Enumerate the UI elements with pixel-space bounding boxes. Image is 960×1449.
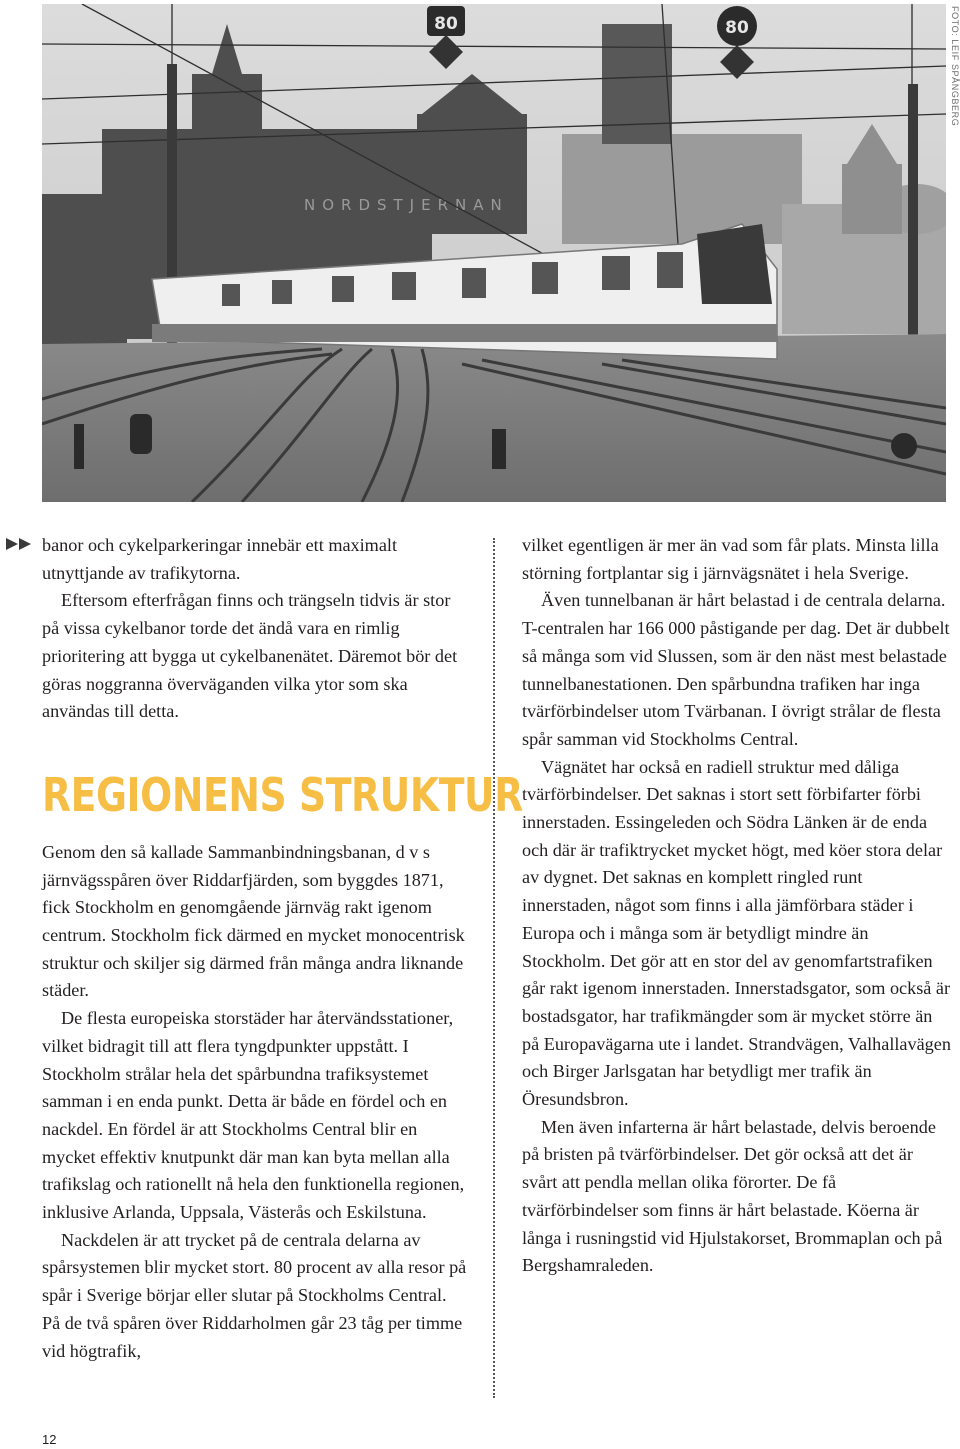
svg-text:80: 80	[725, 18, 749, 38]
section-heading: REGIONENS STRUKTUR	[42, 767, 523, 822]
right-paragraph-4: Men även infarterna är hårt belastade, delvis beroende på bristen på tvärförbindelser. Det gör också att det är svårt att pendla mellan olika förorter. De få tvärförbindelser som finns är hårt belastade. Köerna är långa i rusningstid vid Hjulstakorset, Brommaplan och på Bergshamraleden.	[522, 1116, 943, 1276]
left-paragraph-1: banor och cykelparkeringar innebär ett maximalt utnyttjande av trafikytorna.	[42, 535, 398, 583]
building-sign: NORDSTJERNAN	[304, 196, 509, 214]
train-photo	[42, 4, 946, 502]
left-paragraph-5: Nackdelen är att trycket på de centrala delarna av spårsystemen blir mycket stort. 80 procent av alla resor på spår i Sverige börjar eller slutar på Stockholms Central. På de två spåren över Riddarholmen går 23 tåg per timme vid högtrafik,	[42, 1229, 467, 1361]
right-column	[522, 532, 952, 1280]
page-number: 12	[42, 1432, 57, 1447]
right-paragraph-2: Även tunnelbanan är hårt belastad i de centrala delarna. T-centralen har 166 000 påstigande per dag. Det är dubbelt så många som vid Slussen, som är den näst mest belastade tunnelbanestationen. Den spårbundna trafiken har inga tvärförbindelser utom Tvärbanan. I övrigt strålar de flesta spår samman vid Stockholms Central.	[522, 590, 950, 749]
svg-text:80: 80	[434, 14, 458, 34]
left-paragraph-2: Eftersom efterfrågan finns och trängseln tidvis är stor på vissa cykelbanor torde det ändå vara en rimlig prioritering att bygga ut cykelbanenätet. Däremot bör det göras noggranna överväganden vilka ytor som ska användas till detta.	[42, 590, 458, 722]
column-divider	[493, 538, 495, 1398]
right-paragraph-1: vilket egentligen är mer än vad som får plats. Minsta lilla störning fortplantar sig i järnvägsnätet i hela Sverige.	[522, 535, 939, 583]
right-paragraph-3: Vägnätet har också en radiell struktur med dåliga tvärförbindelser. Det saknas i stort sett förbifarter förbi innerstaden. Essingeleden och Södra Länken är de enda och där är trafiktrycket mycket högt, med köer stora delar av dygnet. Det saknas en komplett ringled runt innerstaden, något som finns i alla jämförbara städer i Europa och i många som är betydligt mindre än Stockholm. Det gör att en stor del av genomfartstrafiken går rakt igenom innerstaden. Innerstadsgator, som också är bostadsgator, har trafikmängder som är mycket större än på Europavägarna ute i landet. Strandvägen, Valhallavägen och Birger Jarlsgatan har betydligt mer trafik än Öresundsbron.	[522, 756, 951, 1110]
photo-credit	[950, 6, 960, 206]
left-paragraph-4: De flesta europeiska storstäder har återvändsstationer, vilket bidragit till att flera tyngdpunkter uppstått. I Stockholm strålar hela det spårbundna trafiksystemet samman i en enda punkt. Detta är både en fördel och en nackdel. En fördel är att Stockholms Central blir en mycket effektiv knutpunkt där man kan byta mellan alla trafikslag och rationellt nå hela den funktionella regionen, inklusive Arlanda, Uppsala, Västerås och Eskilstuna.	[42, 1008, 465, 1223]
left-paragraph-3: Genom den så kallade Sammanbindningsbanan, d v s järnvägsspåren över Riddarfjärden, som byggdes 1871, fick Stockholm en genomgående järnväg rakt igenom centrum. Stockholm fick därmed en mycket monocentrisk struktur och skiljer sig därmed från många andra liknande städer.	[42, 841, 465, 1001]
left-column	[42, 532, 523, 1365]
continuation-arrows-icon	[6, 535, 36, 553]
photo-credit-text: FOTO: LEIF SPÅNGBERG	[950, 6, 960, 127]
